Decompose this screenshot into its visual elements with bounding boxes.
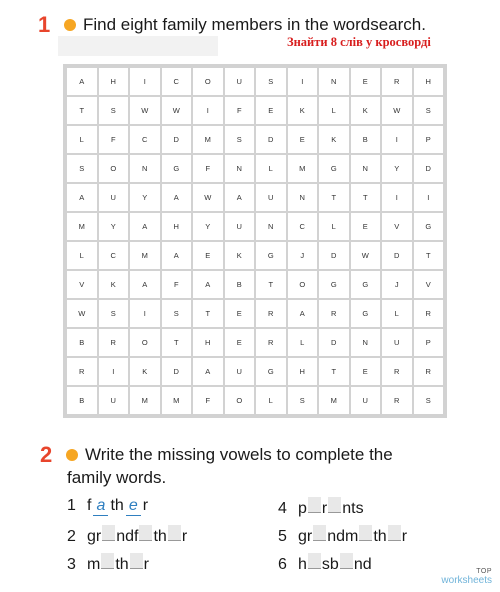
grid-cell[interactable]: N — [256, 213, 286, 240]
grid-cell[interactable]: K — [351, 97, 381, 124]
grid-cell[interactable]: W — [130, 97, 160, 124]
grid-cell[interactable]: H — [162, 213, 192, 240]
word-fragment: p — [298, 500, 307, 517]
word-fragment: h — [298, 556, 307, 573]
grid-cell[interactable]: A — [288, 300, 318, 327]
grid-cell[interactable]: Y — [193, 213, 223, 240]
wordsearch-grid — [67, 68, 443, 414]
grid-cell[interactable]: M — [288, 155, 318, 182]
grid-cell[interactable]: S — [256, 68, 286, 95]
grid-cell[interactable]: L — [382, 300, 412, 327]
grid-cell[interactable]: L — [256, 155, 286, 182]
word-fragment: nts — [342, 500, 364, 517]
grid-cell[interactable]: U — [99, 184, 129, 211]
grid-cell[interactable]: S — [225, 126, 255, 153]
grid-cell[interactable]: F — [225, 97, 255, 124]
grid-cell[interactable]: T — [351, 184, 381, 211]
word-item-5 — [278, 525, 407, 546]
word-fragment: th — [110, 497, 124, 514]
grid-cell[interactable]: D — [382, 242, 412, 269]
grid-cell[interactable]: C — [99, 242, 129, 269]
grid-cell[interactable]: E — [256, 97, 286, 124]
grid-cell[interactable]: U — [351, 387, 381, 414]
grid-cell[interactable]: W — [67, 300, 97, 327]
grid-cell[interactable]: I — [193, 97, 223, 124]
word-fragment: r — [143, 556, 149, 573]
logo-main-text: worksheets — [441, 575, 492, 586]
grid-cell[interactable]: E — [225, 329, 255, 356]
grid-cell[interactable]: R — [414, 358, 444, 385]
grid-cell[interactable]: M — [67, 213, 97, 240]
grid-cell[interactable]: N — [130, 155, 160, 182]
grid-cell[interactable]: M — [319, 387, 349, 414]
grid-cell[interactable]: A — [130, 271, 160, 298]
grid-cell[interactable]: E — [351, 358, 381, 385]
grid-cell[interactable]: A — [67, 68, 97, 95]
grid-cell[interactable]: K — [99, 271, 129, 298]
word-fragment: gr — [298, 528, 313, 545]
grid-cell[interactable]: D — [162, 126, 192, 153]
grid-cell[interactable]: E — [351, 68, 381, 95]
grid-cell[interactable]: I — [382, 184, 412, 211]
grid-cell[interactable]: O — [225, 387, 255, 414]
grid-cell[interactable]: C — [130, 126, 160, 153]
grid-cell[interactable]: J — [382, 271, 412, 298]
grid-cell[interactable]: E — [351, 213, 381, 240]
grid-cell[interactable]: S — [414, 387, 444, 414]
grid-cell[interactable]: R — [67, 358, 97, 385]
grid-cell[interactable]: C — [288, 213, 318, 240]
grid-cell[interactable]: T — [256, 271, 286, 298]
grid-cell[interactable]: S — [99, 300, 129, 327]
word-fragment: m — [87, 556, 101, 573]
grid-cell[interactable]: T — [67, 97, 97, 124]
word-fragment: nd — [353, 556, 372, 573]
word-item-1 — [67, 497, 148, 516]
grid-cell[interactable]: K — [288, 97, 318, 124]
grid-cell[interactable]: G — [351, 300, 381, 327]
grid-cell[interactable]: D — [256, 126, 286, 153]
grid-cell[interactable]: G — [162, 155, 192, 182]
grid-cell[interactable]: S — [99, 97, 129, 124]
grid-cell[interactable]: D — [414, 155, 444, 182]
word-fragment: ndm — [327, 528, 359, 545]
item-number: 3 — [67, 556, 76, 573]
bullet-dot-icon — [64, 19, 76, 31]
word-fragment: ndf — [116, 528, 139, 545]
grid-cell[interactable]: G — [414, 213, 444, 240]
grid-cell[interactable]: A — [193, 358, 223, 385]
filled-vowel[interactable]: a — [93, 497, 108, 516]
word-item-6 — [278, 553, 372, 574]
grid-cell[interactable]: R — [256, 329, 286, 356]
grid-cell[interactable]: H — [288, 358, 318, 385]
blurred-region — [58, 36, 218, 56]
grid-cell[interactable]: W — [162, 97, 192, 124]
grid-cell[interactable]: T — [319, 358, 349, 385]
grid-cell[interactable]: B — [67, 387, 97, 414]
grid-cell[interactable]: P — [414, 126, 444, 153]
exercise-1-title: Find eight family members in the wordsearch. — [83, 15, 426, 34]
filled-vowel[interactable]: e — [126, 497, 141, 516]
grid-cell[interactable]: R — [319, 300, 349, 327]
grid-cell[interactable]: C — [162, 68, 192, 95]
grid-cell[interactable]: M — [193, 126, 223, 153]
vowel-blank[interactable] — [101, 553, 114, 569]
grid-cell[interactable]: B — [351, 126, 381, 153]
grid-cell[interactable]: R — [99, 329, 129, 356]
item-number: 2 — [67, 528, 76, 545]
vowel-blank[interactable] — [388, 525, 401, 541]
grid-cell[interactable]: A — [162, 242, 192, 269]
grid-cell[interactable]: U — [382, 329, 412, 356]
grid-cell[interactable]: Y — [99, 213, 129, 240]
item-number: 6 — [278, 556, 287, 573]
grid-cell[interactable]: I — [288, 68, 318, 95]
grid-cell[interactable]: M — [130, 387, 160, 414]
grid-cell[interactable]: V — [382, 213, 412, 240]
word-fragment: r — [142, 497, 149, 514]
grid-cell[interactable]: Y — [130, 184, 160, 211]
word-fragment: gr — [87, 528, 102, 545]
vowel-blank[interactable] — [328, 497, 341, 513]
grid-cell[interactable]: N — [225, 155, 255, 182]
word-fragment: th — [153, 528, 167, 545]
grid-cell[interactable]: O — [288, 271, 318, 298]
grid-cell[interactable]: O — [130, 329, 160, 356]
grid-cell[interactable]: A — [162, 184, 192, 211]
grid-cell[interactable]: V — [67, 271, 97, 298]
grid-cell[interactable]: R — [256, 300, 286, 327]
grid-cell[interactable]: E — [225, 300, 255, 327]
grid-cell[interactable]: D — [319, 242, 349, 269]
grid-cell[interactable]: L — [319, 97, 349, 124]
grid-cell[interactable]: N — [351, 329, 381, 356]
grid-cell[interactable]: I — [382, 126, 412, 153]
grid-cell[interactable]: G — [256, 242, 286, 269]
grid-cell[interactable]: M — [162, 387, 192, 414]
grid-cell[interactable]: K — [225, 242, 255, 269]
grid-cell[interactable]: N — [319, 68, 349, 95]
grid-cell[interactable]: A — [130, 213, 160, 240]
word-fragment: f — [87, 497, 92, 514]
word-fragment: r — [321, 500, 328, 517]
grid-cell[interactable]: B — [67, 329, 97, 356]
logo-top-text: TOP — [476, 568, 492, 575]
grid-cell[interactable]: A — [225, 184, 255, 211]
vowel-blank[interactable] — [313, 525, 326, 541]
grid-cell[interactable]: A — [67, 184, 97, 211]
grid-cell[interactable]: B — [225, 271, 255, 298]
grid-cell[interactable]: V — [414, 271, 444, 298]
exercise-2-title-line1: Write the missing vowels to complete the — [85, 445, 393, 464]
grid-cell[interactable]: F — [99, 126, 129, 153]
grid-cell[interactable]: W — [193, 184, 223, 211]
grid-cell[interactable]: T — [414, 242, 444, 269]
item-number: 4 — [278, 500, 287, 517]
grid-cell[interactable]: K — [130, 358, 160, 385]
word-fragment: r — [181, 528, 188, 545]
grid-cell[interactable]: G — [319, 155, 349, 182]
grid-cell[interactable]: J — [288, 242, 318, 269]
grid-cell[interactable]: K — [319, 126, 349, 153]
item-number: 1 — [67, 497, 76, 514]
grid-cell[interactable]: U — [256, 184, 286, 211]
grid-cell[interactable]: S — [162, 300, 192, 327]
grid-cell[interactable]: W — [382, 97, 412, 124]
grid-cell[interactable]: N — [351, 155, 381, 182]
grid-cell[interactable]: G — [351, 271, 381, 298]
vowel-blank[interactable] — [359, 525, 372, 541]
grid-cell[interactable]: P — [414, 329, 444, 356]
word-item-2 — [67, 525, 187, 546]
grid-cell[interactable]: O — [99, 155, 129, 182]
grid-cell[interactable]: L — [67, 126, 97, 153]
grid-cell[interactable]: F — [162, 271, 192, 298]
grid-cell[interactable]: S — [67, 155, 97, 182]
translation-note: Знайти 8 слів у кросворді — [287, 35, 431, 49]
vowel-blank[interactable] — [308, 553, 321, 569]
grid-cell[interactable]: M — [130, 242, 160, 269]
vowel-blank[interactable] — [340, 553, 353, 569]
grid-cell[interactable]: U — [225, 68, 255, 95]
word-fragment: r — [401, 528, 408, 545]
grid-cell[interactable]: T — [162, 329, 192, 356]
grid-cell[interactable]: H — [193, 329, 223, 356]
grid-cell[interactable]: G — [256, 358, 286, 385]
vowel-blank[interactable] — [308, 497, 321, 513]
grid-cell[interactable]: W — [351, 242, 381, 269]
vowel-blank[interactable] — [130, 553, 143, 569]
grid-cell[interactable]: I — [99, 358, 129, 385]
word-fragment: sb — [321, 556, 339, 573]
grid-cell[interactable]: I — [130, 68, 160, 95]
topworksheets-logo — [441, 568, 492, 586]
word-fragment: th — [373, 528, 387, 545]
grid-cell[interactable]: F — [193, 387, 223, 414]
wordsearch-frame — [63, 64, 447, 418]
grid-cell[interactable]: R — [382, 387, 412, 414]
grid-cell[interactable]: H — [99, 68, 129, 95]
word-item-4 — [278, 497, 364, 518]
grid-cell[interactable]: I — [130, 300, 160, 327]
grid-cell[interactable]: T — [193, 300, 223, 327]
grid-cell[interactable]: T — [319, 184, 349, 211]
grid-cell[interactable]: E — [193, 242, 223, 269]
exercise-2-number: 2 — [40, 442, 53, 467]
grid-cell[interactable]: I — [414, 184, 444, 211]
grid-cell[interactable]: S — [414, 97, 444, 124]
grid-cell[interactable]: U — [225, 213, 255, 240]
grid-cell[interactable]: Y — [382, 155, 412, 182]
grid-cell[interactable]: G — [319, 271, 349, 298]
grid-cell[interactable]: A — [193, 271, 223, 298]
grid-cell[interactable]: L — [256, 387, 286, 414]
vowel-blank[interactable] — [168, 525, 181, 541]
grid-cell[interactable]: E — [288, 126, 318, 153]
vowel-blank[interactable] — [102, 525, 115, 541]
bullet-dot-icon — [66, 449, 78, 461]
grid-cell[interactable]: R — [414, 300, 444, 327]
grid-cell[interactable]: L — [288, 329, 318, 356]
vowel-blank[interactable] — [139, 525, 152, 541]
grid-cell[interactable]: S — [288, 387, 318, 414]
grid-cell[interactable]: H — [414, 68, 444, 95]
grid-cell[interactable]: L — [67, 242, 97, 269]
grid-cell[interactable]: R — [382, 358, 412, 385]
word-fragment: th — [115, 556, 129, 573]
grid-cell[interactable]: U — [99, 387, 129, 414]
grid-cell[interactable]: N — [288, 184, 318, 211]
grid-cell[interactable]: R — [382, 68, 412, 95]
exercise-1-number: 1 — [38, 12, 51, 37]
exercise-2-title-line2: family words. — [67, 468, 167, 487]
grid-cell[interactable]: U — [225, 358, 255, 385]
item-number: 5 — [278, 528, 287, 545]
grid-cell[interactable]: D — [162, 358, 192, 385]
grid-cell[interactable]: F — [193, 155, 223, 182]
grid-cell[interactable]: D — [319, 329, 349, 356]
grid-cell[interactable]: O — [193, 68, 223, 95]
word-item-3 — [67, 553, 149, 574]
grid-cell[interactable]: L — [319, 213, 349, 240]
